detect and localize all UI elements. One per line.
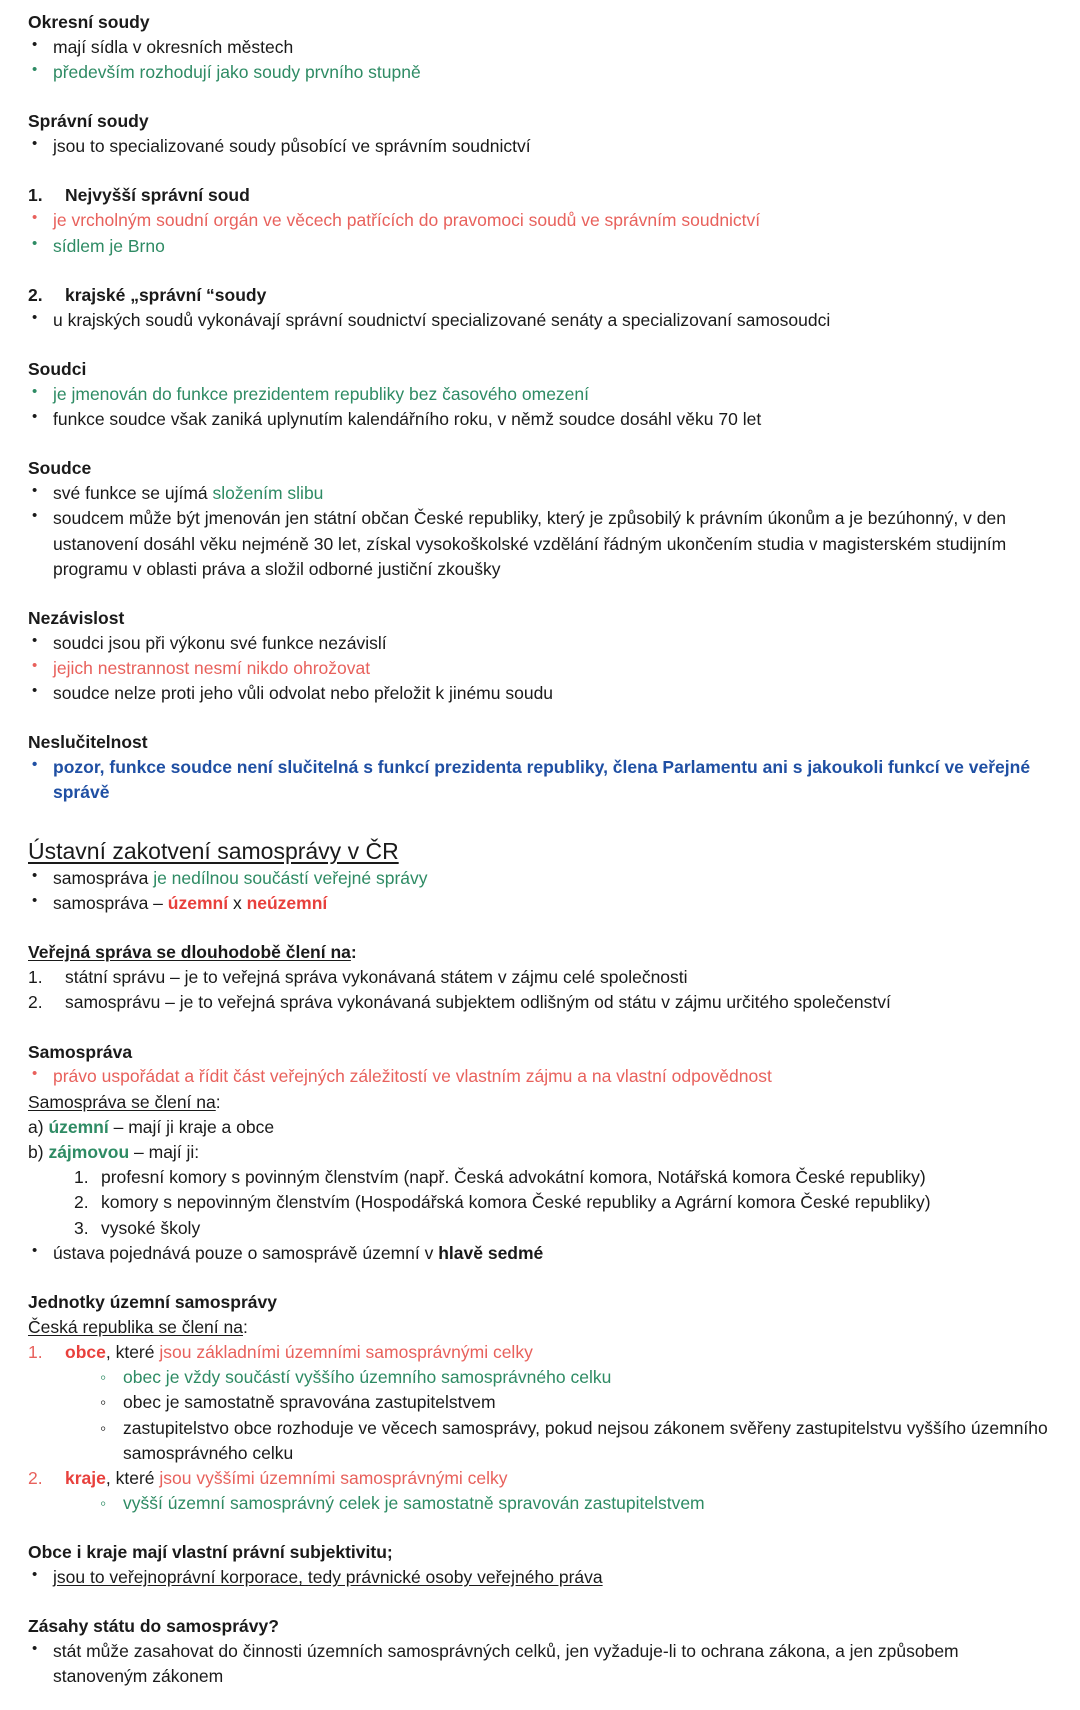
item-text: samosprávu – je to veřejná správa vykonávaná subjektem odlišným od státu v zájmu určitého společenství [65,992,891,1013]
bullet-text: stát může zasahovat do činnosti územních samosprávných celků, jen vyžaduje-li to ochrana zákona, a jen způsobem stanoveným zákonem [53,1641,959,1687]
section-soudci [28,357,1050,432]
numbered-item-kraje [28,1466,1050,1491]
bullet-samosprava-1 [28,1064,1050,1089]
list-marker: a) [28,1116,44,1137]
bullet-text: soudci jsou při výkonu své funkce nezávislí [53,632,387,653]
bullet-ustavni-1 [28,866,1050,891]
bullet-soudci-1 [28,382,1050,407]
bullet-nezavislost-1 [28,631,1050,656]
section-subjektivita [28,1540,1050,1590]
bullet-text-highlight: je nedílnou součástí veřejné správy [153,867,428,888]
bullet-spravni-1 [28,134,1050,159]
numbered-item-krajske-spravni-soudy [28,283,1050,308]
spacer [28,1016,1050,1040]
section-nezavislost [28,606,1050,706]
numbered-item-obce [28,1340,1050,1365]
bullet-okresni-2 [28,60,1050,85]
page-title: Ústavní zakotvení samosprávy v ČR [28,837,399,864]
bullet-text: soudcem může být jmenován jen státní občan České republiky, který je způsobilý k právním úkonům a je bezúhonný, v den ustanovení dosáhl věku nejméně 30 let, získal vysokoškolské vzdělání řádným ukončením studia v magisterském studijním programu v oblasti práva a složil odborné justiční zkoušky [53,508,1007,579]
item-text-mid: , které [105,1467,160,1488]
bullet-text: právo uspořádat a řídit část veřejných záležitostí ve vlastním zájmu a na vlastní odpovědnost [53,1066,772,1087]
heading-okresni-soudy: Okresní soudy [28,12,150,32]
heading-jednotky: Jednotky územní samosprávy [28,1291,277,1312]
sub-bullet-obce-1 [28,1365,1050,1390]
spacer [28,85,1050,109]
bullet-krajske-1 [28,308,1050,333]
term-neuzemni: neúzemní [246,893,328,914]
item-text: komory s nepovinným členstvím (Hospodářská komora České republiky a Agrární komora České republiky) [101,1192,931,1213]
section-neslucitelnost [28,730,1050,805]
term-kraje: kraje [65,1467,106,1488]
bullet-text: funkce soudce však zaniká uplynutím kalendářního roku, v němž soudce dosáhl věku 70 let [53,409,762,430]
subheading-colon: : [215,1091,221,1112]
subheading-wrap [28,1090,1050,1115]
section-verejna-sprava [28,940,1050,1015]
section-ustavni-zakotveni [28,836,1050,917]
list-marker: 2. [28,1467,43,1488]
bullet-nezavislost-2 [28,656,1050,681]
item-text: vysoké školy [101,1217,201,1238]
bullet-text: jejich nestrannost nesmí nikdo ohrožovat [53,658,371,679]
bullet-text: jsou to veřejnoprávní korporace, tedy právnické osoby veřejného práva [53,1567,603,1588]
heading-colon: : [350,942,357,963]
item-title: Nejvyšší správní soud [65,185,250,206]
spacer [28,159,1050,183]
section-spravni-soudy [28,109,1050,333]
list-marker: 1. [28,1341,43,1362]
term-hlave-sedme: hlavě sedmé [438,1242,544,1263]
heading-soudci: Soudci [28,359,87,380]
sub-bullet-obce-3 [28,1416,1050,1466]
list-marker: 3. [74,1217,89,1238]
item-text-mid: , které [105,1341,160,1362]
spacer [28,1266,1050,1290]
bullet-text: soudce nelze proti jeho vůli odvolat nebo přeložit k jinému soudu [53,683,554,704]
subheading-wrap [28,1315,1050,1340]
item-text: profesní komory s povinným členstvím (např. Česká advokátní komora, Notářská komora České republiky) [101,1167,926,1188]
heading-verejna-sprava: Veřejná správa se dlouhodobě člení na [28,942,351,963]
spacer [28,432,1050,456]
heading-neslucitelnost: Neslučitelnost [28,732,148,753]
section-soudce [28,456,1050,582]
sub-bullet-kraje-1 [28,1491,1050,1516]
bullet-text: jsou to specializované soudy působící ve správním soudnictví [53,136,531,157]
spacer [28,806,1050,836]
numbered-item-statni-sprava [28,965,1050,990]
heading-zasahy: Zásahy státu do samosprávy? [28,1616,279,1637]
item-text: – mají ji: [129,1141,200,1162]
list-marker: 1. [28,185,43,206]
bullet-text-highlight: složením slibu [212,483,324,504]
spacer [28,582,1050,606]
bullet-text: sídlem je Brno [53,235,165,256]
term-separator: x [228,893,247,914]
nested-item-2 [28,1190,1050,1215]
item-text: – mají ji kraje a obce [108,1116,275,1137]
subheading-colon: : [242,1316,248,1337]
list-marker: 1. [74,1167,89,1188]
bullet-text: pozor, funkce soudce není slučitelná s funkcí prezidenta republiky, člena Parlamentu ani s jakoukoli funkcí ve veřejné správě [53,757,1031,803]
item-text-rest: jsou vyššími územními samosprávnými celky [159,1467,508,1488]
spacer [28,706,1050,730]
section-samosprava [28,1040,1050,1266]
section-zasahy [28,1614,1050,1689]
section-okresni-soudy [28,10,1050,85]
bullet-text-prefix: samospráva – [53,893,168,914]
section-jednotky [28,1290,1050,1516]
subheading-samosprava-cleni: Samospráva se člení na [28,1091,216,1112]
item-a-uzemni [28,1115,1050,1140]
heading-subjektivita: Obce i kraje mají vlastní právní subjektivitu; [28,1542,393,1563]
list-marker: b) [28,1141,44,1162]
item-text-rest: jsou základními územními samosprávnými celky [159,1341,533,1362]
numbered-item-nejvyssi-spravni-soud [28,183,1050,208]
heading-spravni-soudy: Správní soudy [28,111,149,132]
bullet-ustavni-2 [28,891,1050,916]
sub-bullet-text: zastupitelstvo obce rozhoduje ve věcech samosprávy, pokud nejsou zákonem svěřeny zastupitelstvu vyššího územního samosprávného celku [123,1417,1048,1463]
term-zajmovou: zájmovou [48,1141,130,1162]
bullet-soudce-2 [28,506,1050,582]
bullet-text: u krajských soudů vykonávají správní soudnictví specializované senáty a specializovaní samosoudci [53,310,831,330]
list-marker: 2. [28,284,43,305]
bullet-subjektivita-1 [28,1565,1050,1590]
sub-bullet-text: vyšší územní samosprávný celek je samostatně spravován zastupitelstvem [123,1493,705,1514]
bullet-okresni-1 [28,35,1050,60]
bullet-text-prefix: své funkce se ujímá [53,483,213,504]
bullet-text: mají sídla v okresních městech [53,36,294,57]
heading-nezavislost: Nezávislost [28,608,125,628]
bullet-nss-2 [28,234,1050,259]
item-text: státní správu – je to veřejná správa vykonávaná státem v zájmu celé společnosti [65,967,688,988]
nested-item-1 [28,1165,1050,1190]
bullet-zasahy-1 [28,1639,1050,1689]
heading-wrap [28,836,1050,866]
list-marker: 2. [74,1192,89,1213]
bullet-nezavislost-3 [28,681,1050,706]
bullet-samosprava-ustava [28,1241,1050,1266]
term-uzemni: územní [167,893,229,914]
spacer [28,333,1050,357]
heading-soudce: Soudce [28,458,92,479]
term-obce: obce [65,1341,106,1362]
spacer [28,1516,1050,1540]
sub-bullet-text: obec je vždy součástí vyššího územního samosprávného celku [123,1367,612,1388]
numbered-item-samosprava [28,990,1050,1015]
bullet-text: především rozhodují jako soudy prvního stupně [53,62,421,83]
item-title: krajské „správní “soudy [65,284,267,305]
term-uzemni: územní [48,1116,109,1137]
item-b-zajmova [28,1140,1050,1165]
sub-bullet-text: obec je samostatně spravována zastupitelstvem [123,1392,496,1413]
spacer [28,916,1050,940]
bullet-text-prefix: ústava pojednává pouze o samosprávě územní v [53,1242,439,1263]
list-marker: 1. [28,967,43,988]
bullet-nss-1 [28,208,1050,233]
bullet-text: je jmenován do funkce prezidentem republiky bez časového omezení [53,384,590,405]
bullet-neslucitelnost-1 [28,755,1050,805]
bullet-text: je vrcholným soudní orgán ve věcech patřících do pravomoci soudů ve správním soudnictví [53,210,761,231]
sub-bullet-obce-2 [28,1390,1050,1415]
spacer [28,259,1050,283]
heading-wrap [28,940,1050,965]
subheading-ceska-republika: Česká republika se člení na [28,1316,243,1337]
bullet-soudci-2 [28,407,1050,432]
list-marker: 2. [28,992,43,1013]
bullet-text-prefix: samospráva [53,867,154,888]
bullet-soudce-1 [28,481,1050,506]
nested-item-3 [28,1216,1050,1241]
spacer [28,1590,1050,1614]
heading-samosprava: Samospráva [28,1041,133,1062]
